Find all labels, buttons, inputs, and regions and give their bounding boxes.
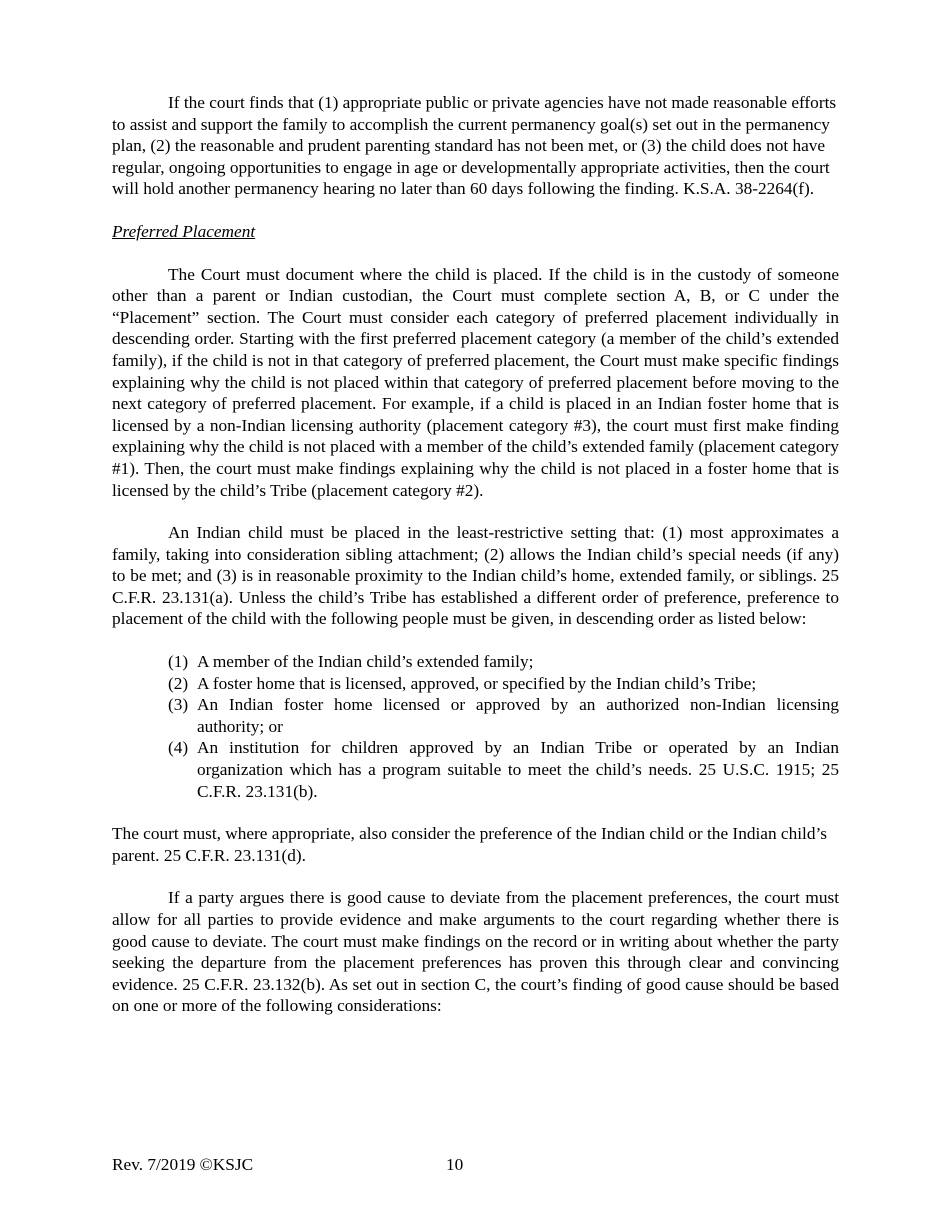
- page-number: 10: [446, 1155, 464, 1174]
- paragraph-permanency-hearing: If the court finds that (1) appropriate public or private agencies have not made reasonable efforts to assist and support the family to accomplish the current permanency goal(s) set out in the permanency plan, (2) the reasonable and prudent parenting standard has not been met, or (3) the child does not have regular, ongoing opportunities to engage in age or developmentally appropriate activities, then the court will hold another permanency hearing no later than 60 days following the finding. K.S.A. 38-2264(f).: [112, 93, 837, 199]
- placement-preference-list: [112, 651, 839, 802]
- paragraph-placement-documentation: The Court must document where the child is placed. If the child is in the custody of someone other than a parent or Indian custodian, the Court must complete section A, B, or C under the “Placement” section. The Court must consider each category of preferred placement individually in descending order. Starting with the first preferred placement category (a member of the child’s extended family), if the child is not in that category of preferred placement, the Court must make specific findings explaining why the child is not placed within that category of preferred placement before moving to the next category of preferred placement. For example, if a child is placed in an Indian foster home that is licensed by a non-Indian licensing authority (placement category #3), the court must first make finding explaining why the child is not placed with a member of the child’s extended family (placement category #1). Then, the court must make findings explaining why the child is not placed in a foster home that is licensed by the child’s Tribe (placement category #2).: [112, 264, 839, 500]
- list-item: [168, 694, 839, 737]
- list-item-number: (3): [168, 695, 189, 715]
- list-item-number: (4): [168, 738, 189, 758]
- page-footer: [112, 1154, 839, 1176]
- revision-label: Rev. 7/2019 ©KSJC: [112, 1155, 254, 1174]
- list-item-text: An institution for children approved by an Indian Tribe or operated by an Indian organization which has a program suitable to meet the child’s needs. 25 U.S.C. 1915; 25 C.F.R. 23.131(b).: [197, 738, 839, 801]
- list-item: [168, 673, 839, 695]
- list-item-number: (1): [168, 652, 189, 672]
- paragraph-child-preference: The court must, where appropriate, also consider the preference of the Indian child or the Indian child’s parent. 25 C.F.R. 23.131(d).: [112, 824, 827, 865]
- paragraph-least-restrictive-setting: An Indian child must be placed in the least-restrictive setting that: (1) most approximates a family, taking into consideration sibling attachment; (2) allows the Indian child’s special needs (if any) to be met; and (3) is in reasonable proximity to the Indian child’s home, extended family, or siblings. 25 C.F.R. 23.131(a). Unless the child’s Tribe has established a different order of preference, preference to placement of the child with the following people must be given, in descending order as listed below:: [112, 523, 839, 629]
- list-item-text: A member of the Indian child’s extended family;: [197, 652, 534, 672]
- section-heading: Preferred Placement: [112, 221, 256, 241]
- list-item-number: (2): [168, 673, 189, 693]
- list-item: [168, 737, 839, 802]
- document-page: [112, 92, 839, 1017]
- paragraph-good-cause: If a party argues there is good cause to deviate from the placement preferences, the court must allow for all parties to provide evidence and make arguments to the court regarding whether there is good cause to deviate. The court must make findings on the record or in writing about whether the party seeking the departure from the placement preferences has proven this through clear and convincing evidence. 25 C.F.R. 23.132(b). As set out in section C, the court’s finding of good cause should be based on one or more of the following considerations:: [112, 888, 839, 1016]
- list-item-text: An Indian foster home licensed or approved by an authorized non-Indian licensing authority; or: [197, 695, 839, 736]
- list-item-text: A foster home that is licensed, approved, or specified by the Indian child’s Tribe;: [197, 673, 757, 693]
- list-item: [168, 651, 839, 673]
